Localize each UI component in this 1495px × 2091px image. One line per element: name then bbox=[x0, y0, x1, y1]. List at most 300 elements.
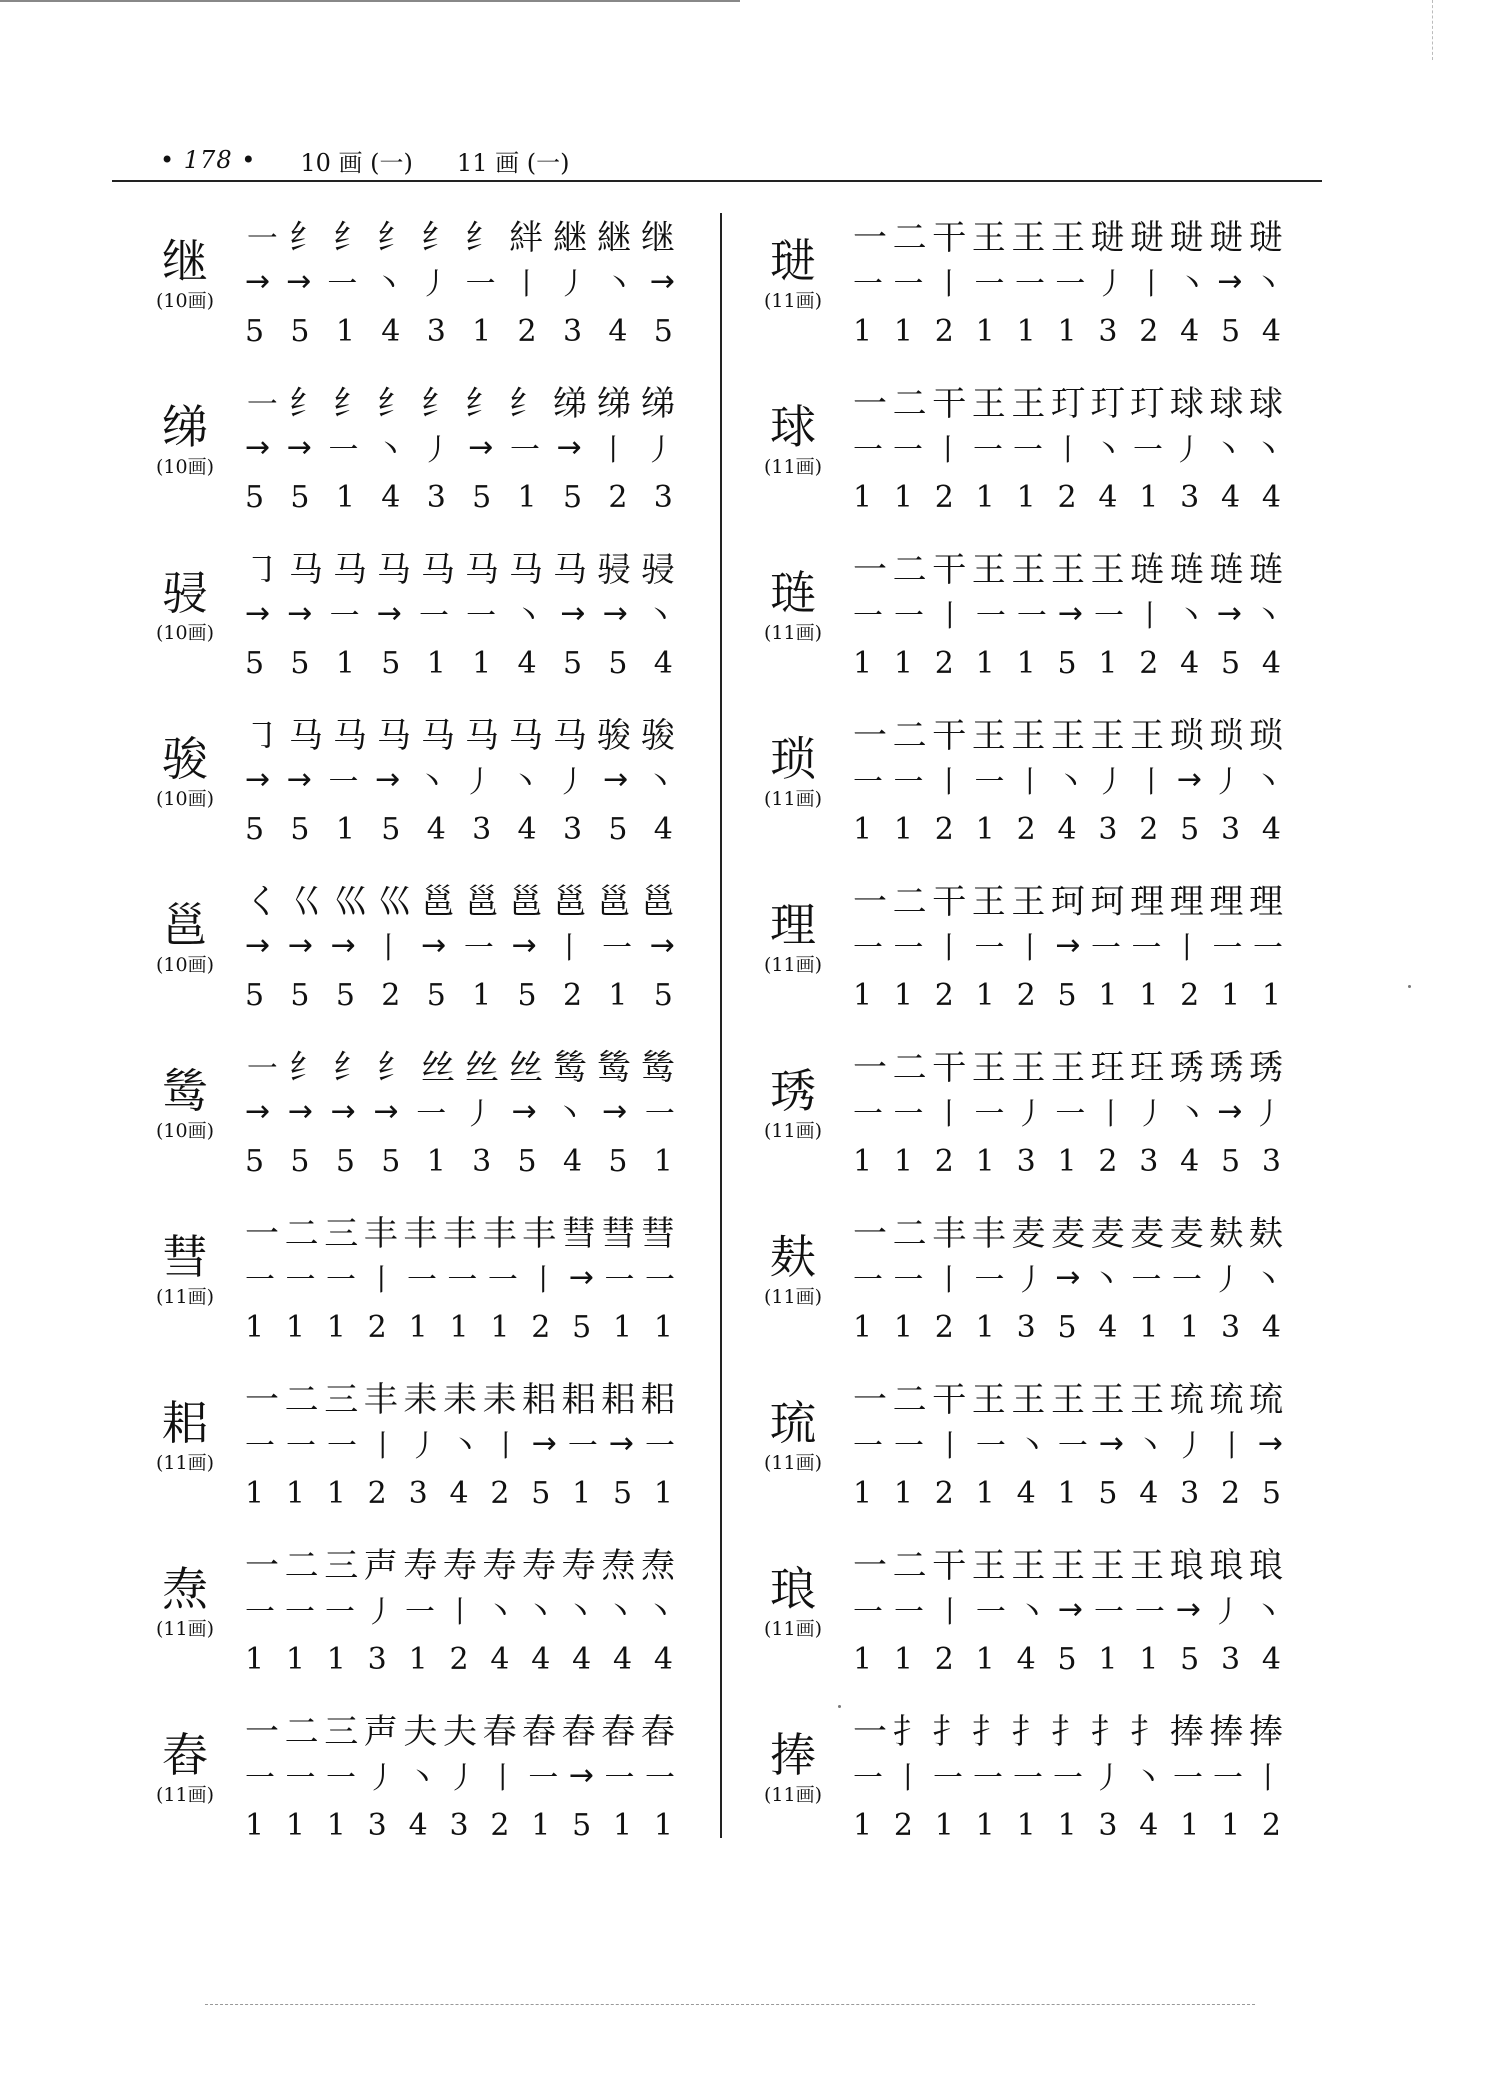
stroke-glyph: 丨 bbox=[1095, 1097, 1126, 1132]
stroke-order-step: 理 bbox=[1130, 881, 1165, 922]
stroke-glyph: → bbox=[376, 595, 402, 631]
stroke-glyph: 一 bbox=[325, 1595, 355, 1630]
stroke-glyph: 一 bbox=[853, 1429, 883, 1464]
stroke-glyph: 丶 bbox=[644, 599, 675, 634]
stroke-code: 3 bbox=[1180, 1475, 1202, 1511]
stroke-code: 1 bbox=[285, 1309, 307, 1345]
stroke-code: 4 bbox=[562, 1143, 585, 1179]
stroke-glyph: 丿 bbox=[644, 433, 675, 468]
stroke-glyph: 丨 bbox=[933, 267, 964, 302]
stroke-glyph: 一 bbox=[487, 1263, 518, 1298]
stroke-order-step: 纟 bbox=[289, 1047, 323, 1088]
stroke-order-step: 琇 bbox=[1209, 1047, 1244, 1088]
stroke-glyph: 一 bbox=[893, 1595, 924, 1630]
char-entry bbox=[748, 1533, 1308, 1699]
stroke-code: 1 bbox=[326, 1807, 348, 1843]
stroke-glyph: 丿 bbox=[365, 1595, 395, 1630]
stroke-glyph: 丨 bbox=[1253, 1761, 1283, 1796]
steps-row bbox=[245, 543, 675, 589]
stroke-glyph: 一 bbox=[974, 1097, 1005, 1132]
stroke-order-step: 扌 bbox=[1050, 1711, 1085, 1752]
stroke-code: 1 bbox=[326, 1475, 348, 1511]
entry-character: 捧 bbox=[770, 1728, 816, 1782]
page-number: • 178 • bbox=[160, 146, 257, 174]
stroke-code: 1 bbox=[853, 479, 875, 515]
stroke-code: 4 bbox=[1261, 479, 1283, 515]
stroke-code: 5 bbox=[1098, 1475, 1120, 1511]
stroke-glyph: → bbox=[245, 263, 271, 299]
stroke-order-step: 马 bbox=[465, 715, 499, 756]
entry-character: 彗 bbox=[162, 1230, 208, 1284]
stroke-glyph: 一 bbox=[974, 765, 1005, 800]
strokes-row bbox=[245, 1591, 675, 1630]
stroke-order-step: 一 bbox=[245, 1379, 279, 1420]
stroke-glyph: 丶 bbox=[375, 433, 406, 468]
stroke-glyph: 丨 bbox=[366, 1263, 397, 1298]
stroke-glyph: → bbox=[373, 1093, 399, 1129]
stroke-code: 1 bbox=[1139, 1309, 1161, 1345]
stroke-glyph: 丿 bbox=[1173, 433, 1203, 468]
stroke-glyph: 一 bbox=[974, 267, 1005, 302]
stroke-glyph: → bbox=[245, 429, 271, 465]
stroke-code: 2 bbox=[1180, 977, 1202, 1013]
stroke-order-step: 王 bbox=[1050, 1545, 1085, 1586]
stroke-order-step: 春 bbox=[482, 1711, 517, 1752]
char-heading bbox=[748, 565, 838, 645]
codes-row bbox=[853, 643, 1283, 683]
stroke-glyph: 一 bbox=[1131, 931, 1162, 966]
stroke-glyph: 一 bbox=[328, 433, 359, 468]
char-entry bbox=[140, 1035, 700, 1201]
strokes-row bbox=[853, 927, 1283, 966]
stroke-order-step: 邕 bbox=[421, 881, 455, 922]
stroke-order-step: 一 bbox=[853, 715, 887, 756]
char-heading bbox=[140, 1063, 230, 1143]
stroke-glyph: 丶 bbox=[406, 1761, 437, 1796]
char-entry bbox=[140, 703, 700, 869]
stroke-glyph: → bbox=[1055, 1259, 1081, 1295]
stroke-order-step: 琎 bbox=[1169, 217, 1204, 258]
steps-row bbox=[853, 1705, 1283, 1751]
codes-row bbox=[853, 1639, 1283, 1679]
stroke-code: 1 bbox=[1016, 479, 1038, 515]
stroke-code: 4 bbox=[1180, 313, 1202, 349]
stroke-code: 1 bbox=[653, 1807, 675, 1843]
stroke-code: 4 bbox=[517, 645, 539, 681]
stroke-code: 2 bbox=[934, 1309, 956, 1345]
stroke-order-step: 纟 bbox=[465, 217, 499, 258]
stroke-count: (11画) bbox=[763, 788, 822, 810]
stroke-order-step: 寿 bbox=[561, 1545, 596, 1586]
stroke-glyph: 丶 bbox=[1252, 1595, 1283, 1630]
stroke-code: 2 bbox=[934, 313, 956, 349]
codes-row bbox=[245, 643, 675, 683]
stroke-glyph: 丨 bbox=[1014, 765, 1045, 800]
stroke-order-step: 王 bbox=[971, 1379, 1006, 1420]
stroke-order-step: 干 bbox=[932, 715, 967, 756]
stroke-order-step: 王 bbox=[1011, 715, 1046, 756]
stroke-glyph: 丨 bbox=[487, 1761, 518, 1796]
stroke-order-step: 纟 bbox=[421, 217, 455, 258]
char-entry bbox=[748, 371, 1308, 537]
stroke-code: 3 bbox=[426, 479, 448, 515]
stroke-glyph: 丶 bbox=[1176, 1097, 1207, 1132]
stroke-order-step: 舂 bbox=[522, 1711, 557, 1752]
char-entry bbox=[748, 703, 1308, 869]
entry-character: 邕 bbox=[162, 898, 208, 952]
column-divider bbox=[720, 213, 722, 1838]
stroke-glyph: 丶 bbox=[1093, 433, 1123, 468]
stroke-code: 4 bbox=[613, 1641, 635, 1677]
stroke-glyph: 一 bbox=[853, 1263, 883, 1298]
stroke-code: 3 bbox=[1098, 313, 1120, 349]
stroke-code: 1 bbox=[653, 1309, 675, 1345]
stroke-glyph: 丶 bbox=[509, 765, 540, 800]
stroke-order-step: 王 bbox=[1011, 1379, 1046, 1420]
stroke-order-step: 马 bbox=[553, 715, 587, 756]
stroke-glyph: → bbox=[1217, 263, 1243, 299]
stroke-glyph: 丨 bbox=[933, 1263, 964, 1298]
stroke-glyph: 一 bbox=[975, 599, 1006, 634]
stroke-order-step: 王 bbox=[1050, 1047, 1085, 1088]
stroke-code: 4 bbox=[381, 479, 403, 515]
stroke-code: 5 bbox=[290, 313, 312, 349]
steps-row bbox=[853, 377, 1283, 423]
stroke-glyph: 丿 bbox=[1093, 1761, 1123, 1796]
stroke-code: 5 bbox=[608, 645, 630, 681]
stroke-order-step: 王 bbox=[971, 1545, 1006, 1586]
char-heading bbox=[140, 1229, 230, 1309]
stroke-order-step: 王 bbox=[1011, 549, 1046, 590]
stroke-glyph: 一 bbox=[604, 1761, 635, 1796]
stroke-glyph: 丶 bbox=[1055, 765, 1086, 800]
stroke-glyph: 一 bbox=[973, 1761, 1003, 1796]
stroke-order-step: 球 bbox=[1209, 383, 1244, 424]
stroke-code: 1 bbox=[472, 645, 494, 681]
stroke-code: 1 bbox=[245, 1309, 267, 1345]
stroke-order-step: 琏 bbox=[1130, 549, 1165, 590]
right-column bbox=[748, 205, 1308, 1865]
stroke-count: (10画) bbox=[155, 456, 214, 478]
stroke-glyph: → bbox=[330, 1093, 356, 1129]
entry-character: 琉 bbox=[770, 1396, 816, 1450]
stroke-glyph: 一 bbox=[893, 765, 924, 800]
stroke-code: 5 bbox=[653, 313, 675, 349]
stroke-count: (11画) bbox=[763, 456, 822, 478]
stroke-code: 1 bbox=[975, 479, 997, 515]
stroke-code: 5 bbox=[613, 1475, 635, 1511]
stroke-code: 5 bbox=[290, 645, 312, 681]
stroke-code: 5 bbox=[517, 1143, 539, 1179]
stroke-glyph: 一 bbox=[245, 1595, 275, 1630]
stroke-code: 4 bbox=[1139, 1807, 1161, 1843]
stroke-glyph: 一 bbox=[644, 1761, 675, 1796]
codes-row bbox=[245, 1307, 675, 1347]
stroke-glyph: 丨 bbox=[933, 931, 964, 966]
stroke-order-step: 马 bbox=[509, 715, 543, 756]
stroke-order-step: 玎 bbox=[1090, 383, 1125, 424]
section-title-10: 10 画 (一) bbox=[300, 148, 413, 177]
stroke-glyph: 丿 bbox=[463, 765, 494, 800]
char-heading bbox=[140, 1561, 230, 1641]
stroke-code: 5 bbox=[381, 1143, 403, 1179]
stroke-glyph: 一 bbox=[853, 1761, 883, 1796]
stroke-glyph: 一 bbox=[528, 1761, 559, 1796]
stroke-order-step: 琎 bbox=[1090, 217, 1125, 258]
stroke-order-step: 骎 bbox=[641, 549, 675, 590]
stroke-code: 2 bbox=[934, 811, 956, 847]
strokes-row bbox=[853, 1259, 1283, 1298]
stroke-order-step: 一 bbox=[853, 1379, 887, 1420]
char-entry bbox=[748, 205, 1308, 371]
stroke-code: 4 bbox=[1098, 1309, 1120, 1345]
stroke-code: 1 bbox=[531, 1807, 553, 1843]
stroke-glyph: 丶 bbox=[645, 1595, 675, 1630]
stroke-glyph: 丶 bbox=[1252, 267, 1283, 302]
steps-row bbox=[853, 1373, 1283, 1419]
stroke-code: 1 bbox=[1057, 313, 1079, 349]
stroke-glyph: 一 bbox=[893, 1429, 924, 1464]
stroke-code: 1 bbox=[449, 1309, 471, 1345]
stroke-code: 3 bbox=[472, 811, 494, 847]
char-entry bbox=[140, 869, 700, 1035]
stroke-code: 1 bbox=[326, 1309, 348, 1345]
stroke-glyph: 一 bbox=[406, 1263, 437, 1298]
char-heading bbox=[140, 399, 230, 479]
char-heading bbox=[748, 1063, 838, 1143]
char-heading bbox=[140, 233, 230, 313]
stroke-glyph: 丨 bbox=[1053, 433, 1083, 468]
stroke-glyph: 丶 bbox=[605, 1595, 635, 1630]
stroke-code: 5 bbox=[290, 479, 312, 515]
codes-row bbox=[245, 809, 675, 849]
stroke-count: (11画) bbox=[763, 622, 822, 644]
strokes-row bbox=[245, 263, 675, 302]
steps-row bbox=[245, 709, 675, 755]
stroke-glyph: 丶 bbox=[1175, 599, 1206, 634]
entry-character: 麸 bbox=[770, 1230, 816, 1284]
stroke-code: 2 bbox=[934, 479, 956, 515]
stroke-code: 2 bbox=[1098, 1143, 1120, 1179]
stroke-order-step: 丝 bbox=[465, 1047, 499, 1088]
stroke-code: 5 bbox=[517, 977, 539, 1013]
stroke-order-step: 干 bbox=[932, 1047, 967, 1088]
stroke-order-step: 理 bbox=[1248, 881, 1283, 922]
stroke-order-step: 一 bbox=[853, 1047, 887, 1088]
stroke-order-step: 扌 bbox=[1090, 1711, 1125, 1752]
stroke-order-step: 琉 bbox=[1209, 1379, 1244, 1420]
stroke-code: 5 bbox=[572, 1807, 594, 1843]
stroke-glyph: 丶 bbox=[525, 1595, 555, 1630]
stroke-code: 1 bbox=[975, 313, 997, 349]
stroke-code: 1 bbox=[893, 811, 915, 847]
stroke-glyph: 丨 bbox=[934, 599, 965, 634]
stroke-order-step: 捧 bbox=[1248, 1711, 1283, 1752]
stroke-order-step: 绨 bbox=[553, 383, 587, 424]
stroke-code: 1 bbox=[1098, 977, 1120, 1013]
stroke-code: 2 bbox=[1139, 645, 1161, 681]
stroke-code: 1 bbox=[245, 1641, 267, 1677]
stroke-glyph: → bbox=[560, 595, 586, 631]
stroke-order-step: 王 bbox=[1130, 1545, 1165, 1586]
stroke-count: (11画) bbox=[155, 1618, 214, 1640]
stroke-code: 1 bbox=[975, 811, 997, 847]
stroke-glyph: 一 bbox=[853, 599, 883, 634]
stroke-glyph: 丶 bbox=[1176, 267, 1207, 302]
stroke-glyph: 丿 bbox=[419, 267, 450, 302]
stroke-order-step: 王 bbox=[971, 881, 1006, 922]
stroke-glyph: 一 bbox=[245, 1263, 275, 1298]
stroke-order-step: 麸 bbox=[1248, 1213, 1283, 1254]
stroke-glyph: 一 bbox=[509, 433, 540, 468]
char-entry bbox=[140, 1699, 700, 1865]
stroke-code: 3 bbox=[1221, 1309, 1243, 1345]
stroke-code: 1 bbox=[608, 977, 630, 1013]
char-heading bbox=[140, 897, 230, 977]
stroke-glyph: 丶 bbox=[1091, 1263, 1122, 1298]
stroke-order-step: 二 bbox=[892, 715, 927, 756]
stroke-code: 1 bbox=[853, 1475, 875, 1511]
stroke-code: 4 bbox=[408, 1807, 430, 1843]
codes-row bbox=[853, 311, 1283, 351]
stroke-glyph: 一 bbox=[893, 267, 924, 302]
stroke-code: 5 bbox=[653, 977, 675, 1013]
stroke-glyph: 一 bbox=[1055, 267, 1086, 302]
stroke-code: 5 bbox=[562, 645, 585, 681]
stroke-code: 1 bbox=[1221, 977, 1243, 1013]
stroke-order-step: 巛 bbox=[377, 881, 411, 922]
steps-row bbox=[245, 1207, 675, 1253]
footer-rule bbox=[205, 2004, 1255, 2005]
stroke-order-step: 麸 bbox=[1209, 1213, 1244, 1254]
stroke-glyph: 一 bbox=[326, 1429, 357, 1464]
stroke-glyph: → bbox=[245, 761, 271, 797]
stroke-code: 5 bbox=[1057, 1641, 1079, 1677]
stroke-glyph: 一 bbox=[447, 1263, 478, 1298]
stroke-code: 5 bbox=[381, 811, 403, 847]
stroke-code: 5 bbox=[335, 1143, 357, 1179]
char-entry bbox=[140, 1533, 700, 1699]
stroke-order-step: 马 bbox=[289, 549, 323, 590]
strokes-row bbox=[853, 1757, 1283, 1796]
stroke-glyph: 丶 bbox=[485, 1595, 515, 1630]
stroke-code: 2 bbox=[490, 1475, 512, 1511]
stroke-code: 1 bbox=[1139, 977, 1161, 1013]
stroke-code: 5 bbox=[1057, 1309, 1079, 1345]
stroke-order-step: 王 bbox=[971, 1047, 1006, 1088]
steps-row bbox=[245, 1705, 675, 1751]
stroke-glyph: → bbox=[421, 927, 447, 963]
stroke-order-step: ㇐ bbox=[245, 383, 279, 424]
char-heading bbox=[748, 1229, 838, 1309]
stroke-glyph: 一 bbox=[1133, 433, 1163, 468]
stroke-code: 5 bbox=[290, 977, 312, 1013]
stroke-code: 2 bbox=[608, 479, 630, 515]
stroke-code: 3 bbox=[1180, 479, 1202, 515]
stroke-code: 1 bbox=[1221, 1807, 1243, 1843]
stroke-code: 4 bbox=[517, 811, 539, 847]
stroke-glyph: 丿 bbox=[408, 1429, 439, 1464]
stroke-glyph: → bbox=[245, 595, 271, 631]
stroke-order-step: 扌 bbox=[971, 1711, 1006, 1752]
stroke-order-step: 邕 bbox=[641, 881, 675, 922]
stroke-order-step: 邕 bbox=[465, 881, 499, 922]
stroke-count: (10画) bbox=[155, 1120, 214, 1142]
strokes-row bbox=[853, 1093, 1283, 1132]
stroke-code: 1 bbox=[408, 1309, 430, 1345]
stroke-code: 3 bbox=[653, 479, 675, 515]
stroke-count: (10画) bbox=[155, 622, 214, 644]
stroke-order-step: 玨 bbox=[1130, 1047, 1165, 1088]
stroke-glyph: 丨 bbox=[367, 1429, 398, 1464]
scan-edge-mark bbox=[1432, 0, 1433, 60]
stroke-code: 1 bbox=[853, 645, 875, 681]
stroke-order-step: 纟 bbox=[333, 217, 367, 258]
stroke-order-step: ㇐ bbox=[245, 217, 279, 258]
stroke-code: 1 bbox=[1261, 977, 1283, 1013]
stroke-order-step: 干 bbox=[932, 1545, 967, 1586]
stroke-glyph: 丨 bbox=[1134, 599, 1165, 634]
stroke-order-step: 巜 bbox=[289, 881, 323, 922]
stroke-order-step: 二 bbox=[892, 549, 927, 590]
stroke-glyph: 一 bbox=[567, 1429, 598, 1464]
stroke-glyph: 一 bbox=[1131, 1263, 1162, 1298]
scan-speck bbox=[838, 1705, 841, 1708]
stroke-order-step: 一 bbox=[853, 383, 887, 424]
stroke-order-step: 琉 bbox=[1248, 1379, 1283, 1420]
stroke-order-step: 理 bbox=[1169, 881, 1204, 922]
stroke-glyph: 一 bbox=[893, 931, 924, 966]
stroke-count: (11画) bbox=[155, 1286, 214, 1308]
stroke-code: 4 bbox=[490, 1641, 512, 1677]
stroke-order-step: 绨 bbox=[641, 383, 675, 424]
stroke-glyph: 一 bbox=[933, 1761, 963, 1796]
entry-character: 舂 bbox=[162, 1728, 208, 1782]
stroke-code: 4 bbox=[426, 811, 448, 847]
stroke-code: 5 bbox=[1180, 811, 1202, 847]
stroke-glyph: 丨 bbox=[1136, 765, 1167, 800]
stroke-order-step: 琏 bbox=[1248, 549, 1283, 590]
stroke-order-step: 耜 bbox=[522, 1379, 557, 1420]
stroke-glyph: 一 bbox=[1013, 1761, 1043, 1796]
stroke-order-step: 麦 bbox=[1169, 1213, 1204, 1254]
entry-character: 琏 bbox=[770, 566, 816, 620]
stroke-glyph: 一 bbox=[285, 1595, 315, 1630]
stroke-code: 1 bbox=[853, 811, 875, 847]
stroke-order-step: 琅 bbox=[1209, 1545, 1244, 1586]
stroke-order-step: 马 bbox=[333, 715, 367, 756]
steps-row bbox=[245, 211, 675, 257]
stroke-code: 1 bbox=[1016, 313, 1038, 349]
stroke-code: 5 bbox=[1221, 645, 1243, 681]
stroke-code: 1 bbox=[893, 645, 915, 681]
stroke-code: 1 bbox=[335, 479, 357, 515]
char-entry bbox=[748, 1201, 1308, 1367]
stroke-order-step: 纟 bbox=[377, 217, 411, 258]
stroke-code: 1 bbox=[490, 1309, 512, 1345]
stroke-code: 3 bbox=[1221, 1641, 1243, 1677]
strokes-row bbox=[245, 1757, 675, 1796]
stroke-glyph: 丿 bbox=[366, 1761, 397, 1796]
stroke-glyph: → bbox=[375, 761, 401, 797]
stroke-order-step: 王 bbox=[1090, 1379, 1125, 1420]
stroke-order-step: 丰 bbox=[442, 1213, 477, 1254]
stroke-glyph: 一 bbox=[465, 267, 496, 302]
stroke-code: 1 bbox=[1057, 1143, 1079, 1179]
stroke-code: 2 bbox=[367, 1475, 389, 1511]
stroke-order-step: 夫 bbox=[442, 1711, 477, 1752]
stroke-code: 3 bbox=[1016, 1143, 1038, 1179]
